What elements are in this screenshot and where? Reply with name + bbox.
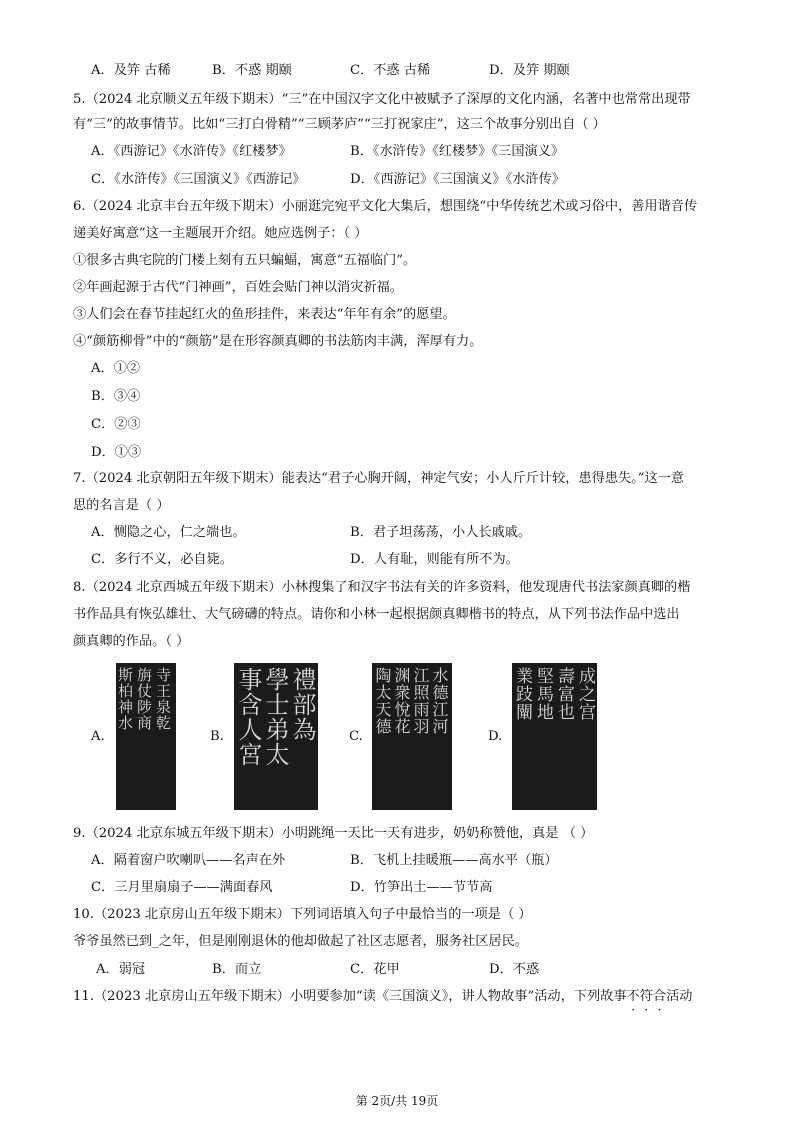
q5-option-d: D．《西游记》《三国演义》《水浒传》 xyxy=(350,172,565,187)
q9-option-d: D．竹笋出土——节节高 xyxy=(350,880,493,895)
q8-stem-line2: 书作品具有恢弘雄壮、大气磅礴的特点。请你和小林一起根据颜真卿楷书的特点，从下列书法作品中选出 xyxy=(73,607,680,622)
q6-option-d: D．①③ xyxy=(91,445,142,460)
q11-stem-text: 11.（2023 北京房山五年级下期末）小明要参加“读《三国演义》，讲人物故事”活动，下列故事 xyxy=(73,989,627,1004)
q10-option-d: D．不惑 xyxy=(489,962,540,977)
q6-option-b: B．③④ xyxy=(91,389,141,404)
q11-stem-line1 xyxy=(73,988,692,1006)
q4-option-a: A．及笄 古稀 xyxy=(91,63,171,78)
q5-option-a: A．《西游记》《水浒传》《红楼梦》 xyxy=(91,144,292,159)
q8-image-b-label: B. xyxy=(210,729,224,744)
q6-item-2: ②年画起源于古代“门神画”，百姓会贴门神以消灾祈福。 xyxy=(73,280,403,295)
q10-stem-line1: 10.（2023 北京房山五年级下期末）下列词语填入句子中最恰当的一项是（ ） xyxy=(73,907,532,922)
q7-option-c: C．多行不义，必自毙。 xyxy=(91,552,233,567)
q9-stem-line1: 9.（2024 北京东城五年级下期末）小明跳绳一天比一天有进步，奶奶称赞他，真是 （ ） xyxy=(73,826,594,841)
q5-stem-line1: 5.（2024 北京顺义五年级下期末）“三”在中国汉字文化中被赋予了深厚的文化内涵，名著中也常常出现带 xyxy=(73,92,691,107)
q6-stem-line2: 递美好寓意”这一主题展开介绍。她应选例子：（ ） xyxy=(73,226,368,241)
q11-emphasis-char: 不 xyxy=(626,989,640,1004)
q9-option-b: B．飞机上挂暖瓶——高水平（瓶） xyxy=(350,853,558,868)
q6-item-1: ①很多古典宅院的门楼上刻有五只蝙蝠，寓意“五福临门”。 xyxy=(73,253,417,268)
q6-option-a: A．①② xyxy=(91,361,141,376)
q5-option-b: B．《水浒传》《红楼梦》《三国演义》 xyxy=(350,144,565,159)
q5-stem-line2: 有“三”的故事情节。比如“三打白骨精”“三顾茅庐”“三打祝家庄”，这三个故事分别出自（ ） xyxy=(73,117,606,132)
q9-option-c: C．三月里扇扇子——满面春风 xyxy=(91,880,273,895)
q8-stem-line1: 8.（2024 北京西城五年级下期末）小林搜集了和汉字书法有关的许多资料，他发现唐代书法家颜真卿的楷 xyxy=(73,580,691,595)
q10-option-a: A．弱冠 xyxy=(96,962,146,977)
q8-calligraphy-image-b: 禮部為 學士弟太 事含人宮 xyxy=(234,663,318,810)
page-number-footer: 第 2页/共 19页 xyxy=(355,1094,439,1108)
q6-option-c: C．②③ xyxy=(91,417,141,432)
q8-calligraphy-image-c: 水德江河 江照雨羽 渊衆悅花 陶太天德 xyxy=(372,663,452,810)
q7-stem-line1: 7.（2024 北京朝阳五年级下期末）能表达“君子心胸开阔，神定气安；小人斤斤计较，患得患失。”这一意 xyxy=(73,471,685,486)
q8-calligraphy-image-d: 成之宫 壽富也 堅馬地 業跂闡 xyxy=(512,663,597,810)
q7-option-a: A．恻隐之心，仁之端也。 xyxy=(91,525,246,540)
q10-option-b: B．而立 xyxy=(212,962,262,977)
q10-stem-line2: 爷爷虽然已到_之年，但是刚刚退休的他却做起了社区志愿者，服务社区居民。 xyxy=(73,934,528,949)
q11-stem-text-end: 活动 xyxy=(666,989,693,1004)
q11-emphasis-char: 符 xyxy=(639,989,653,1004)
q8-image-c-label: C. xyxy=(349,729,363,744)
q8-image-d-label: D. xyxy=(488,729,503,744)
q4-option-c: C．不惑 古稀 xyxy=(350,63,431,78)
q7-option-b: B．君子坦荡荡，小人长戚戚。 xyxy=(350,525,532,540)
q8-image-a-label: A. xyxy=(91,729,105,744)
q5-option-c: C．《水浒传》《三国演义》《西游记》 xyxy=(91,172,306,187)
q9-option-a: A．隔着窗户吹喇叭——名声在外 xyxy=(91,853,286,868)
q6-item-4: ④“颜筋柳骨”中的“颜筋”是在形容颜真卿的书法筋肉丰满，浑厚有力。 xyxy=(73,334,483,349)
q4-option-d: D．及笄 期颐 xyxy=(489,63,570,78)
q6-item-3: ③人们会在春节挂起红火的鱼形挂件，来表达“年年有余”的愿望。 xyxy=(73,307,456,322)
q11-emphasis-char: 合 xyxy=(652,989,667,1004)
q8-stem-line3: 颜真卿的作品。（ ） xyxy=(73,634,190,649)
q10-option-c: C．花甲 xyxy=(350,962,400,977)
q4-option-b: B．不惑 期颐 xyxy=(212,63,292,78)
q8-calligraphy-image-a: 寺王泉乾 旃仗陟商 斯柏神水 xyxy=(116,663,176,810)
q7-stem-line2: 思的名言是（ ） xyxy=(73,498,170,513)
q6-stem-line1: 6.（2024 北京丰台五年级下期末）小丽逛完宛平文化大集后，想围绕“中华传统艺术或习俗中，善用谐音传 xyxy=(73,199,698,214)
q7-option-d: D．人有耻，则能有所不为。 xyxy=(350,552,519,567)
